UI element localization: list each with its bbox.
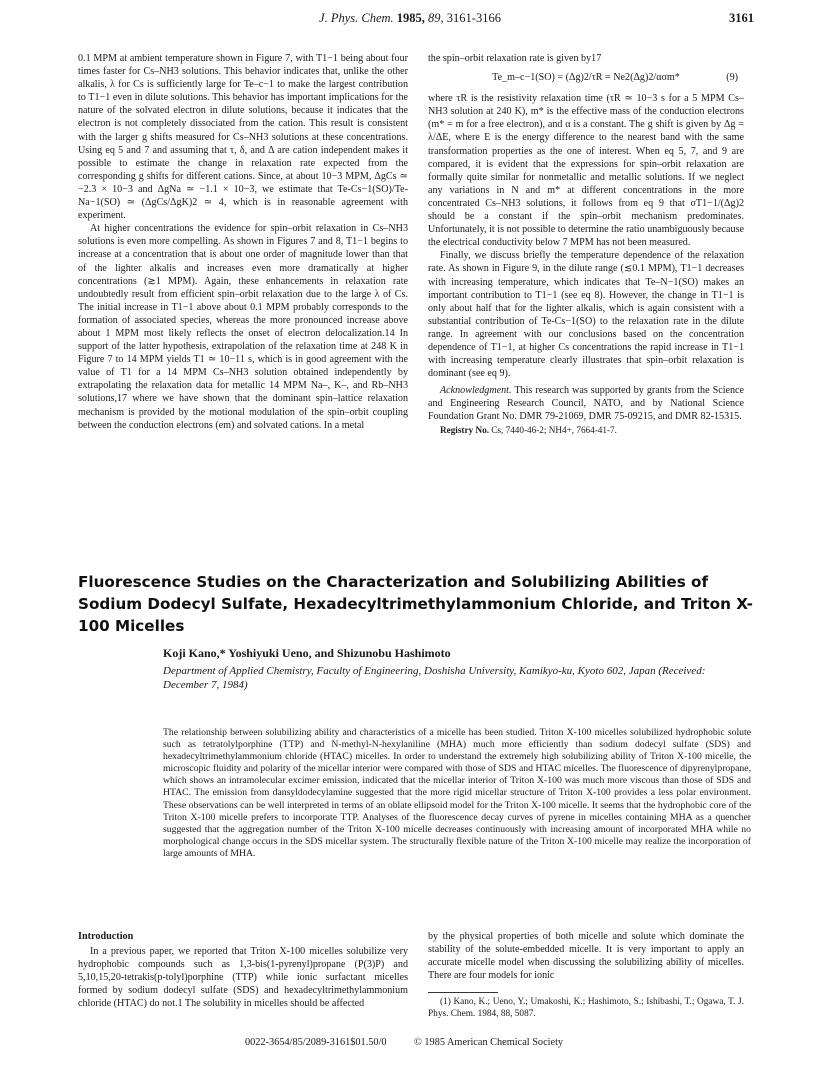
footer-copyright: © 1985 American Chemical Society — [414, 1037, 564, 1048]
author-list: Koji Kano,* Yoshiyuki Ueno, and Shizunobu Hashimoto — [163, 646, 451, 660]
acknowledgment-label: Acknowledgment. — [440, 385, 512, 397]
abstract: The relationship between solubilizing ability and characteristics of a micelle has been studied. Triton X-100 micelles solubilized hydrophobic solute such as tetratolylporphine (TTP) and N-methyl-N-hexylaniline (MHA) much more efficiently than sodium dodecyl sulfate (SDS) and hexadecyltrimethylammonium chloride (HTAC) micelles. In order to understand the extremely high solubilizing ability of Triton X-100 micelle, the microscopic fluidity and polarity of the micellar interior were compared with those of SDS and HTAC micelles. The fluorescence of dipyrenylpropane, which shows an intramolecular excimer emission, indicated that the micellar interior of Triton X-100 was much more viscous than those of SDS and HTAC. The emission from dansyldodecylamine suggested that the more rigid micellar structure of Triton X-100 provides a less polar environment. These observations can be well interpreted in terms of an oblate ellipsoid model for the Triton X-100 micelle. It seems that the hydrophobic core of the Triton X-100 micelle prefers to incorporate TTP. Analyses of the fluorescence decay curves of pyrene in micelles containing MHA as a quencher suggested that the aggregation number of the Triton X-100 micelle decreases continuously with increasing amount of incorporated MHA while no morphological change occurs in the SDS micellar system. The structurally flexible nature of the Triton X-100 micelle may realize the incorporation of large amounts of MHA. — [163, 727, 751, 859]
body-paragraph: At higher concentrations the evidence for spin–orbit relaxation in Cs–NH3 solutions is even more compelling. As shown in Figures 7 and 8, T1−1 begins to increase at a concentration that is about one order of magnitude lower than that of the lighter alkalis and increases even more dramatically at higher concentrations (≳1 MPM). Again, these enhancements in relaxation rate undoubtedly result from efficient spin–orbit relaxation due to the large λ of Cs. The initial increase in T1−1 above about 0.1 MPM probably corresponds to the formation of associated species, whereas the more pronounced increase above about 1 MPM most likely reflects the onset of electron delocalization.14 In support of the latter hypothesis, extrapolation of the relaxation time at 248 K in Figure 7 to 14 MPM yields T1 ≃ 10−11 s, which is in good agreement with the value of T1 for a 14 MPM Cs–NH3 solution obtained independently by extrapolating the relaxation data for metallic 14 MPM Na–, K–, and Rb–NH3 solutions,17 where we have shown that the dominant spin–lattice relaxation mechanism is provided by the motional modulation of the spin–orbit coupling between the conduction electrons (em) and solvated cations. In a metal — [78, 223, 408, 431]
body-paragraph: the spin–orbit relaxation rate is given by17 — [428, 53, 602, 64]
body-paragraph: In a previous paper, we reported that Triton X-100 micelles solubilize very hydrophobic compounds such as 1,3-bis(1-pyrenyl)propane (P(3)P) and 5,10,15,20-tetrakis(p-tolyl)porphine (TTP) while ionic surfactant micelles formed by sodium dodecyl sulfate (SDS) and hexadecyltrimethylammonium chloride (HTAC) do not.1 The solubility in micelles should be affected — [78, 946, 408, 1010]
introduction-left-column — [78, 930, 408, 1011]
affiliation: Department of Applied Chemistry, Faculty of Engineering, Doshisha University, Kamikyo-ku, Kyoto 602, Japan (Received: December 7, 1984) — [163, 665, 706, 691]
running-header — [0, 7, 820, 29]
registry-text: Cs, 7440-46-2; NH4+, 7664-41-7. — [491, 424, 617, 435]
registry-label: Registry No. — [440, 424, 489, 435]
page-number: 3161 — [729, 11, 754, 25]
journal-year: 1985, — [396, 11, 425, 25]
previous-article-left-column — [78, 52, 408, 432]
journal-name: J. Phys. Chem. — [319, 11, 394, 25]
body-paragraph: Finally, we discuss briefly the temperature dependence of the relaxation rate. As shown in Figure 9, in the dilute range (≲0.1 MPM), T1−1 decreases with increasing temperature, which indicates that Te–N−1(SO) makes an important contribution to T1−1 (see eq 8). However, the change in T1−1 is only about half that for the lighter alkalis, which is again consistent with a substantial contribution of Te-Cs−1(SO) to the relaxation rate in the dilute range. In agreement with our conclusions based on the concentration dependence of T1−1, at higher Cs concentrations the rapid increase in T1−1 with increasing temperature clearly illustrates that spin–orbit relaxation is dominant (see eq 9). — [428, 250, 744, 380]
equation-number: (9) — [726, 72, 738, 84]
acknowledgment — [428, 384, 744, 423]
registry-numbers — [428, 424, 744, 437]
article-title: Fluorescence Studies on the Characterization and Solubilizing Abilities of Sodium Dodecyl Sulfate, Hexadecyltrimethylammonium Chloride, and Triton X-100 Micelles — [78, 573, 753, 635]
body-paragraph: where τR is the resistivity relaxation time (τR ≃ 10−3 s for a 5 MPM Cs–NH3 solution at 240 K), m* is the effective mass of the conduction electrons (m* = m for a free electron), and α is a constant. The g shift is given by Δg = λ/ΔE, where E is the energy difference to the nearest band with the same transformation properties as the one of interest. When eq 5, 7, and 9 are compared, it is evident that the expressions for spin–orbit relaxation are formally quite similar for nonmetallic and metallic solutions. If we neglect any variations in N and m* at different concentrations in the more concentrated Cs–NH3 solutions, it follows from eq 9 that σT1−1/(Δg)2 should be a constant if the spin–orbit mechanism predominates. Unfortunately, it is not possible to determine the ratio unambiguously because the electrical conductivity below 7 MPM has not been measured. — [428, 93, 744, 249]
journal-pages: 3161-3166 — [446, 11, 501, 25]
footer-code: 0022-3654/85/2089-3161$01.50/0 — [245, 1037, 387, 1048]
section-heading: Introduction — [78, 931, 134, 942]
body-paragraph: 0.1 MPM at ambient temperature shown in Figure 7, with T1−1 being about four times faster for Cs–NH3 solutions. This behavior indicates that, unlike the other alkalis, λ for Cs is sufficiently large for Te–c−1 to make the largest contribution to T1−1 even in dilute solutions. This behavior has important implications for the nature of the solvated electron in dilute solutions, because it indicates that the electron is not completely dissociated from the cation. This result is consistent with the larger g shifts measured for Cs–NH3 solutions at these concentrations. Using eq 5 and 7 and assuming that τ, δ, and Δ are cation independent makes it possible to estimate the change in relaxation rate expected from the corresponding g shifts for different cations. Since, at about 10−3 MPM, ΔgCs ≃ −2.3 × 10−3 and ΔgNa ≃ −1.1 × 10−3, we estimate that Te-Cs−1(SO)/Te-Na−1(SO) ≃ (ΔgCs/ΔgK)2 ≃ 4, which is in reasonable agreement with experiment. — [78, 53, 408, 222]
previous-article-right-column — [428, 52, 744, 437]
equation-text: Te_m–c−1(SO) = (Δg)2/τR = Ne2(Δg)2/ασm* — [492, 72, 680, 84]
journal-volume: 89, — [428, 11, 444, 25]
acknowledgment-text: This research was supported by grants from the Science and Engineering Research Council, NATO, and by National Science Foundation Grant No. DMR 79-21069, DMR 75-09215, and DMR 82-15315. — [428, 385, 745, 423]
body-paragraph: by the physical properties of both micelle and solute which dominate the stability of the solute-embedded micelle. It is very important to apply an accurate micelle model when discussing the solubilizing ability of micelles. There are four models for ionic — [428, 931, 744, 982]
introduction-right-column — [428, 930, 744, 1021]
footnote-divider — [428, 992, 498, 993]
equation-9 — [428, 71, 744, 84]
footnote: (1) Kano, K.; Ueno, Y.; Umakoshi, K.; Hashimoto, S.; Ishibashi, T.; Ogawa, T. J. Phys. Chem. 1984, 88, 5087. — [428, 997, 744, 1019]
